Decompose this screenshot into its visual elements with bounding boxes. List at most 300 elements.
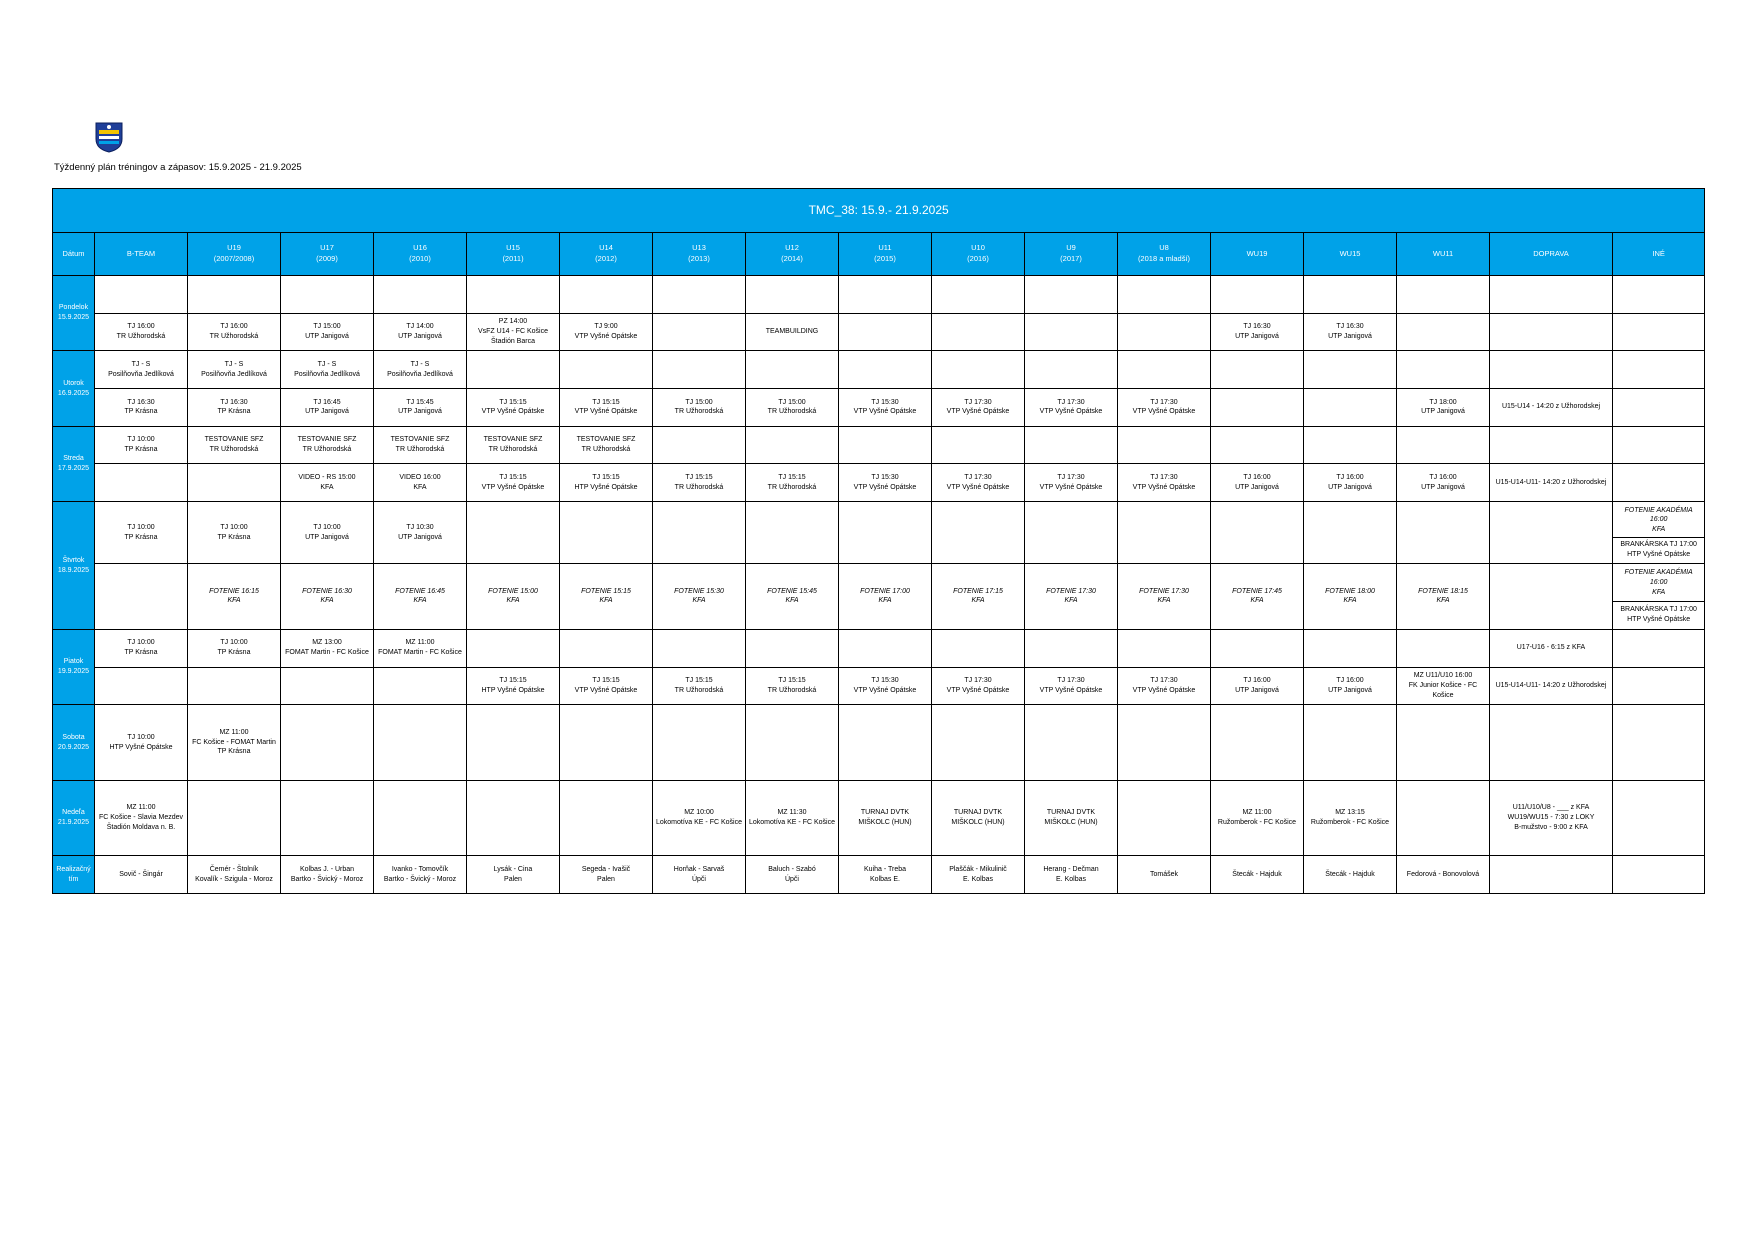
cell-text-line: Lokomotíva KE - FC Košice: [656, 818, 742, 826]
schedule-cell: [1118, 389, 1211, 427]
cell-text-line: TR Užhorodská: [674, 686, 724, 694]
schedule-cell: [374, 629, 467, 667]
schedule-cell: [839, 629, 932, 667]
cell-text-line: FC Košice - FOMAT Martin: [192, 738, 276, 746]
cell-text-line: UTP Janigová: [1235, 332, 1279, 340]
cell-text-line: FOMAT Martin - FC Košice: [285, 649, 369, 657]
schedule-cell: [560, 780, 653, 855]
cell-text-line: Štadión Moldava n. B.: [106, 823, 176, 831]
cell-text-line: UTP Janigová: [398, 408, 442, 416]
schedule-cell: [1118, 464, 1211, 502]
cell-text-line: MZ 11:00: [219, 728, 249, 736]
schedule-cell: [1490, 275, 1613, 313]
schedule-cell: [839, 464, 932, 502]
cell-text-line: TJ 17:30: [1150, 473, 1178, 481]
schedule-row: [53, 780, 1705, 855]
schedule-cell: [467, 629, 560, 667]
schedule-cell: [95, 780, 188, 855]
schedule-cell: [1211, 389, 1304, 427]
cell-text-line: TR Užhorodská: [209, 332, 259, 340]
schedule-cell: [932, 780, 1025, 855]
day-name: Piatok: [63, 658, 84, 666]
schedule-cell: [95, 275, 188, 313]
schedule-row: [53, 351, 1705, 389]
cell-text-line: B-mužstvo - 9:00 z KFA: [1514, 823, 1588, 831]
cell-text-line: TJ 10:00: [313, 523, 341, 531]
schedule-cell: [560, 275, 653, 313]
schedule-cell: [374, 313, 467, 351]
cell-text-line: TJ 15:00: [778, 398, 806, 406]
schedule-cell: [1211, 705, 1304, 780]
header-label: WU11: [1432, 248, 1454, 258]
cell-text-line: Úpči: [691, 875, 706, 883]
schedule-cell: [1613, 351, 1705, 389]
schedule-cell: [1490, 351, 1613, 389]
cell-text-line: Posilňovňa Jedlíková: [294, 370, 360, 378]
cell-text-line: FOTENIE 17:30: [1046, 587, 1096, 595]
schedule-cell: [746, 389, 839, 427]
ine-bottom: [1613, 602, 1704, 628]
schedule-cell: [1025, 313, 1118, 351]
schedule-cell: [653, 275, 746, 313]
schedule-cell: [1397, 313, 1490, 351]
cell-text-line: TP Krásna: [124, 408, 158, 416]
trainer-cell: [467, 856, 560, 894]
trainer-cell: [1304, 856, 1397, 894]
column-header: [1490, 232, 1613, 275]
schedule-cell: [653, 426, 746, 464]
schedule-cell: [1397, 426, 1490, 464]
cell-text-line: KFA: [785, 597, 799, 605]
column-header: [746, 232, 839, 275]
schedule-cell: [1490, 313, 1613, 351]
cell-text-line: TP Krásna: [217, 649, 251, 657]
schedule-cell: [932, 351, 1025, 389]
cell-text-line: KFA: [506, 597, 520, 605]
cell-text-line: TP Krásna: [217, 748, 251, 756]
header-label: U10: [971, 243, 985, 253]
header-label: U19: [227, 243, 241, 253]
cell-text-line: TURNAJ DVTK: [1046, 809, 1096, 817]
schedule-cell: [281, 389, 374, 427]
schedule-cell: [932, 629, 1025, 667]
cell-text-line: UTP Janigová: [1421, 483, 1465, 491]
header-label: U12: [785, 243, 799, 253]
schedule-row: [53, 629, 1705, 667]
header-label: U8: [1159, 243, 1169, 253]
schedule-cell: [1613, 563, 1705, 629]
table-title: TMC_38: 15.9.- 21.9.2025: [53, 189, 1705, 233]
schedule-cell: [188, 780, 281, 855]
cell-text-line: Kolbas E.: [870, 875, 900, 883]
schedule-cell: [467, 667, 560, 705]
schedule-cell: [560, 426, 653, 464]
schedule-cell: [653, 563, 746, 629]
cell-text-line: TJ 15:15: [592, 473, 620, 481]
cell-text-line: VTP Vyšné Opátske: [574, 332, 638, 340]
cell-text-line: TR Užhorodská: [674, 408, 724, 416]
cell-text-line: Kuiha - Treba: [863, 865, 907, 873]
cell-text-line: WU19/WU15 - 7:30 z LOKY: [1507, 814, 1595, 822]
schedule-cell: [188, 351, 281, 389]
cell-text-line: KFA: [1250, 597, 1264, 605]
cell-text-line: FOTENIE 15:30: [674, 587, 724, 595]
cell-text-line: HTP Vyšné Opátske: [481, 686, 545, 694]
cell-text-line: MZ U11/U10 16:00: [1413, 672, 1473, 680]
schedule-cell: [1025, 780, 1118, 855]
schedule-cell: [1304, 629, 1397, 667]
schedule-cell: [1397, 351, 1490, 389]
cell-text-line: MIŠKOLC (HUN): [858, 818, 912, 826]
schedule-row: [53, 313, 1705, 351]
cell-text-line: Sovič - Šingár: [119, 870, 163, 878]
schedule-cell: [374, 502, 467, 564]
schedule-row: [53, 502, 1705, 564]
cell-text-line: TJ 17:30: [1057, 677, 1085, 685]
column-header: [467, 232, 560, 275]
schedule-cell: [188, 426, 281, 464]
cell-text-line: VTP Vyšné Opátske: [853, 483, 917, 491]
schedule-cell: [281, 502, 374, 564]
schedule-cell: [1025, 426, 1118, 464]
schedule-cell: [1304, 313, 1397, 351]
schedule-cell: [1025, 563, 1118, 629]
schedule-cell: [1613, 502, 1705, 564]
schedule-cell: [932, 426, 1025, 464]
schedule-cell: [1118, 502, 1211, 564]
cell-text-line: VTP Vyšné Opátske: [1039, 408, 1103, 416]
column-header: [932, 232, 1025, 275]
schedule-cell: [1613, 313, 1705, 351]
cell-text-line: TR Užhorodská: [674, 483, 724, 491]
schedule-row: [53, 426, 1705, 464]
column-header: [1613, 232, 1705, 275]
schedule-cell: [281, 629, 374, 667]
cell-text-line: MZ 10:00: [684, 809, 714, 817]
column-header: [839, 232, 932, 275]
cell-text-line: TJ 10:00: [220, 639, 248, 647]
cell-text-line: UTP Janigová: [1328, 332, 1372, 340]
cell-text-line: E. Kolbas: [1056, 875, 1086, 883]
cell-text-line: TJ - S: [131, 360, 151, 368]
header-years: (2014): [781, 253, 803, 263]
header-label: U14: [599, 243, 613, 253]
schedule-cell: [746, 464, 839, 502]
schedule-cell: [653, 313, 746, 351]
schedule-cell: [1304, 563, 1397, 629]
cell-text-line: TR Užhorodská: [767, 483, 817, 491]
cell-text-line: KFA: [1652, 589, 1666, 596]
schedule-cell: [1211, 426, 1304, 464]
cell-text-line: MIŠKOLC (HUN): [951, 818, 1005, 826]
column-header: [374, 232, 467, 275]
cell-text-line: TJ 15:15: [499, 677, 527, 685]
schedule-cell: [1490, 563, 1613, 629]
schedule-cell: [746, 313, 839, 351]
cell-text-line: TJ 16:45: [313, 398, 341, 406]
cell-text-line: TJ 10:00: [220, 523, 248, 531]
column-header: [1211, 232, 1304, 275]
schedule-cell: [560, 464, 653, 502]
schedule-cell: [1025, 667, 1118, 705]
header-years: (2012): [595, 253, 617, 263]
cell-text-line: Úpči: [784, 875, 799, 883]
schedule-cell: [839, 667, 932, 705]
schedule-cell: [467, 464, 560, 502]
schedule-cell: [188, 629, 281, 667]
column-header: [53, 232, 95, 275]
schedule-cell: [188, 313, 281, 351]
header-label: U16: [413, 243, 427, 253]
cell-text-line: Posilňovňa Jedlíková: [201, 370, 267, 378]
schedule-cell: [653, 667, 746, 705]
schedule-cell: [1304, 667, 1397, 705]
schedule-cell: [1025, 502, 1118, 564]
cell-text-line: Štecák - Hajduk: [1325, 870, 1375, 878]
cell-text-line: TJ 15:00: [313, 323, 341, 331]
day-date: 19.9.2025: [57, 668, 90, 676]
trainer-cell: [932, 856, 1025, 894]
cell-text-line: TURNAJ DVTK: [953, 809, 1003, 817]
header-label: U11: [878, 243, 892, 253]
day-name: Pondelok: [58, 304, 89, 312]
schedule-cell: [95, 705, 188, 780]
schedule-cell: [281, 275, 374, 313]
header-label: INÉ: [1652, 248, 1665, 258]
cell-text-line: TR Užhorodská: [488, 446, 538, 454]
header-label: U15: [506, 243, 520, 253]
schedule-cell: [95, 464, 188, 502]
schedule-cell: [374, 780, 467, 855]
cell-text-line: TJ 15:15: [778, 677, 806, 685]
trainer-cell: [1211, 856, 1304, 894]
cell-text-line: TJ 10:00: [127, 733, 155, 741]
schedule-cell: [560, 667, 653, 705]
schedule-cell: [1304, 502, 1397, 564]
cell-text-line: TP Krásna: [217, 408, 251, 416]
cell-text-line: UTP Janigová: [305, 408, 349, 416]
cell-text-line: KFA: [320, 483, 334, 491]
cell-text-line: TJ 10:00: [127, 523, 155, 531]
schedule-cell: [839, 563, 932, 629]
trainer-cell: [281, 856, 374, 894]
schedule-cell: [1304, 426, 1397, 464]
cell-text-line: Ružomberok - FC Košice: [1310, 818, 1390, 826]
cell-text-line: KFA: [878, 597, 892, 605]
cell-text-line: MZ 11:30: [777, 809, 807, 817]
schedule-cell: [1211, 351, 1304, 389]
schedule-cell: [839, 502, 932, 564]
schedule-cell: [1490, 780, 1613, 855]
cell-text-line: Baluch - Szabó: [768, 865, 816, 873]
schedule-cell: [1490, 629, 1613, 667]
schedule-cell: [839, 313, 932, 351]
day-date: 21.9.2025: [57, 818, 90, 826]
trainer-cell: [1397, 856, 1490, 894]
cell-text-line: Segeda - Ivašič: [581, 865, 631, 873]
cell-text-line: FOTENIE 16:45: [395, 587, 445, 595]
schedule-cell: [374, 464, 467, 502]
cell-text-line: TJ 16:00: [1429, 473, 1457, 481]
trainers-label: Realizačný tím: [53, 856, 95, 894]
schedule-cell: [1118, 705, 1211, 780]
cell-text-line: PZ 14:00: [498, 318, 528, 326]
cell-text-line: UTP Janigová: [1235, 686, 1279, 694]
cell-text-line: KFA: [1343, 597, 1357, 605]
schedule-cell: [932, 705, 1025, 780]
schedule-cell: [1118, 780, 1211, 855]
cell-text-line: FOTENIE 18:15: [1418, 587, 1468, 595]
schedule-cell: [1613, 629, 1705, 667]
schedule-cell: [1211, 629, 1304, 667]
cell-text-line: U11/U10/U8 - ___ z KFA: [1512, 804, 1590, 812]
cell-text-line: FOTENIE AKADÉMIA 16:00: [1624, 569, 1693, 587]
schedule-cell: [374, 563, 467, 629]
cell-text-line: MIŠKOLC (HUN): [1044, 818, 1098, 826]
cell-text-line: Plaščák - Mikulinič: [949, 865, 1007, 873]
schedule-cell: [932, 563, 1025, 629]
header-label: Dátum: [62, 248, 85, 258]
column-header: [560, 232, 653, 275]
cell-text-line: VTP Vyšné Opátske: [574, 686, 638, 694]
column-header: [1304, 232, 1397, 275]
cell-text-line: TJ 16:00: [220, 323, 248, 331]
schedule-cell: [1397, 502, 1490, 564]
column-header: [1118, 232, 1211, 275]
schedule-cell: [746, 563, 839, 629]
schedule-cell: [1613, 705, 1705, 780]
ine-top: [1613, 565, 1704, 601]
schedule-row: [53, 389, 1705, 427]
cell-text-line: VTP Vyšné Opátske: [946, 408, 1010, 416]
schedule-cell: [374, 351, 467, 389]
cell-text-line: Posilňovňa Jedlíková: [108, 370, 174, 378]
column-header: [1397, 232, 1490, 275]
schedule-cell: [281, 351, 374, 389]
cell-text-line: TJ 17:30: [1057, 398, 1085, 406]
schedule-cell: [1490, 502, 1613, 564]
schedule-cell: [1118, 667, 1211, 705]
cell-text-line: FOTENIE 15:45: [767, 587, 817, 595]
cell-text-line: Palen: [504, 875, 522, 883]
schedule-cell: [1211, 464, 1304, 502]
cell-text-line: Štadión Barca: [491, 337, 535, 345]
cell-text-line: HTP Vyšné Opátske: [574, 483, 638, 491]
schedule-cell: [467, 426, 560, 464]
schedule-cell: [95, 426, 188, 464]
cell-text-line: TESTOVANIE SFZ: [390, 436, 450, 444]
cell-text-line: TJ 16:30: [127, 398, 155, 406]
schedule-cell: [1490, 426, 1613, 464]
cell-text-line: Bartko - Švický - Moroz: [383, 875, 457, 883]
cell-text-line: KFA: [1064, 597, 1078, 605]
schedule-cell: [932, 275, 1025, 313]
day-name: Sobota: [62, 733, 85, 741]
cell-text-line: TJ 17:30: [964, 398, 992, 406]
schedule-cell: [374, 389, 467, 427]
header-years: (2015): [874, 253, 896, 263]
schedule-cell: [374, 667, 467, 705]
schedule-cell: [467, 705, 560, 780]
cell-text-line: TESTOVANIE SFZ: [297, 436, 357, 444]
schedule-cell: [188, 667, 281, 705]
cell-text-line: TJ 15:30: [871, 398, 899, 406]
cell-text-line: TR Užhorodská: [116, 332, 166, 340]
cell-text-line: VTP Vyšné Opátske: [946, 483, 1010, 491]
day-date: 18.9.2025: [57, 566, 90, 574]
cell-text-line: TJ - S: [317, 360, 337, 368]
cell-text-line: TJ 10:30: [406, 523, 434, 531]
cell-text-line: FOTENIE 18:00: [1325, 587, 1375, 595]
cell-text-line: TJ 16:00: [127, 323, 155, 331]
day-cell: [53, 780, 95, 855]
cell-text-line: TJ 10:00: [127, 436, 155, 444]
schedule-cell: [1211, 502, 1304, 564]
day-date: 16.9.2025: [57, 389, 90, 397]
cell-text-line: E. Kolbas: [963, 875, 993, 883]
title-row: [53, 189, 1705, 233]
header-years: (2016): [967, 253, 989, 263]
day-cell: [53, 426, 95, 501]
cell-text-line: TJ 15:15: [778, 473, 806, 481]
schedule-cell: [839, 275, 932, 313]
cell-text-line: KFA: [320, 597, 334, 605]
schedule-cell: [1025, 705, 1118, 780]
schedule-cell: [1304, 389, 1397, 427]
header-label: DOPRAVA: [1533, 248, 1569, 258]
cell-text-line: FOMAT Martin - FC Košice: [378, 649, 462, 657]
cell-text-line: KFA: [1652, 526, 1666, 534]
schedule-cell: [1118, 563, 1211, 629]
schedule-cell: [281, 313, 374, 351]
schedule-cell: [839, 351, 932, 389]
cell-text-line: Ružomberok - FC Košice: [1217, 818, 1297, 826]
header-years: (2007/2008): [213, 253, 255, 263]
cell-text-line: TJ 15:00: [685, 398, 713, 406]
cell-text-line: UTP Janigová: [398, 332, 442, 340]
header-label: WU19: [1246, 248, 1268, 258]
schedule-cell: [281, 426, 374, 464]
schedule-cell: [932, 667, 1025, 705]
schedule-cell: [1490, 667, 1613, 705]
cell-text-line: TJ 17:30: [964, 677, 992, 685]
schedule-cell: [560, 313, 653, 351]
schedule-cell: [1397, 705, 1490, 780]
cell-text-line: MZ 11:00: [126, 804, 156, 812]
schedule-cell: [1211, 313, 1304, 351]
cell-text-line: Kolbas J. - Urban: [299, 865, 355, 873]
schedule-cell: [746, 780, 839, 855]
schedule-cell: [467, 780, 560, 855]
schedule-cell: [467, 275, 560, 313]
schedule-cell: [653, 502, 746, 564]
trainer-cell: [1490, 856, 1613, 894]
cell-text-line: TR Užhorodská: [302, 446, 352, 454]
schedule-cell: [1211, 275, 1304, 313]
schedule-cell: [467, 389, 560, 427]
cell-text-line: TJ 14:00: [406, 323, 434, 331]
cell-text-line: VTP Vyšné Opátske: [481, 408, 545, 416]
cell-text-line: TURNAJ DVTK: [860, 809, 910, 817]
header-row: [53, 232, 1705, 275]
schedule-cell: [1613, 389, 1705, 427]
schedule-cell: [932, 464, 1025, 502]
ine-top: [1613, 504, 1704, 538]
cell-text-line: TESTOVANIE SFZ: [576, 436, 636, 444]
cell-text-line: TJ 16:00: [1243, 677, 1271, 685]
schedule-cell: [1613, 667, 1705, 705]
schedule-cell: [281, 563, 374, 629]
